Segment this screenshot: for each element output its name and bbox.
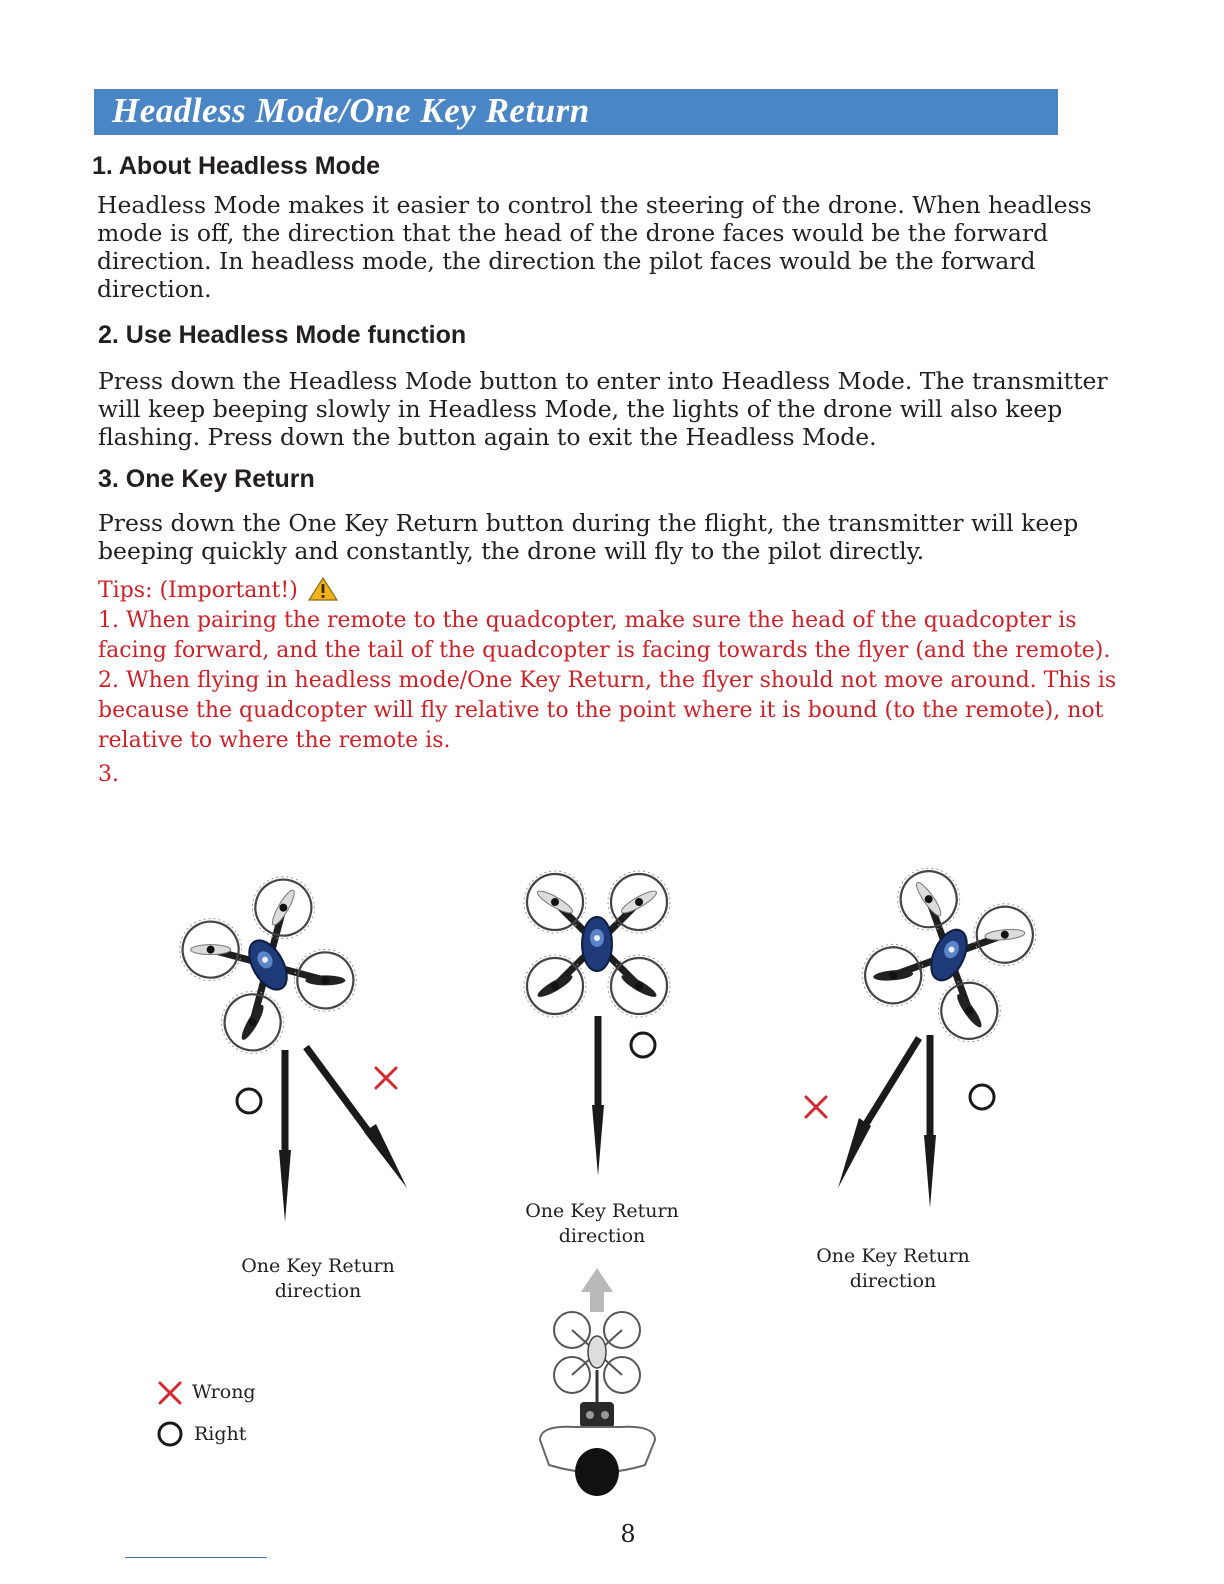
tip-item-2: 2. When flying in headless mode/One Key Return, the flyer should not move around. This is because the quadcopter will fly relative to the point where it is bound (to the remote), not relative to where the remote is.: [98, 668, 1117, 753]
heading-one-key-return: 3. One Key Return: [98, 465, 315, 493]
legend-right-label: Right: [194, 1423, 247, 1445]
right-mark-right: [970, 1085, 994, 1109]
footer-rule: [125, 1557, 267, 1558]
caption-left: [198, 1254, 438, 1304]
tip-item-3: 3.: [98, 762, 119, 787]
right-mark-center: [631, 1033, 655, 1057]
caption-right-line2: direction: [849, 1270, 937, 1292]
quadcopter-right-image: [852, 858, 1046, 1052]
paragraph-one-key-return: Press down the One Key Return button during the flight, the transmitter will keep beeping quickly and constantly, the drone will fly to the pilot directly.: [98, 509, 1079, 565]
caption-center: [482, 1199, 722, 1249]
legend-wrong-label: Wrong: [192, 1381, 256, 1403]
wrong-mark-right: [806, 1097, 826, 1117]
caption-right: [773, 1244, 1013, 1294]
heading-about-headless: 1. About Headless Mode: [92, 152, 381, 180]
arrow-right-wrong: [866, 1038, 919, 1124]
arrowhead-left-wrong: [364, 1124, 407, 1188]
arrowhead-left-correct: [279, 1150, 291, 1222]
pilot-with-remote-image: [540, 1268, 655, 1496]
caption-center-line1: One Key Return: [525, 1200, 679, 1222]
caption-left-line2: direction: [274, 1280, 362, 1302]
arrowhead-center-correct: [592, 1105, 604, 1176]
wrong-mark-left: [376, 1068, 396, 1088]
caption-right-line1: One Key Return: [816, 1245, 970, 1267]
quadcopter-center-image: [524, 871, 670, 1017]
quadcopter-left-image: [168, 865, 367, 1064]
heading-use-headless: 2. Use Headless Mode function: [98, 321, 467, 349]
arrowhead-right-wrong: [838, 1118, 871, 1188]
arrow-left-wrong: [306, 1047, 371, 1135]
tips-title: Tips: (Important!): [98, 578, 298, 603]
caption-left-line1: One Key Return: [241, 1255, 395, 1277]
caption-center-line2: direction: [558, 1225, 646, 1247]
arrowhead-right-correct: [924, 1135, 936, 1208]
banner-title: Headless Mode/One Key Return: [112, 91, 590, 130]
right-mark-left: [237, 1089, 261, 1113]
paragraph-use-headless: Press down the Headless Mode button to enter into Headless Mode. The transmitter will keep beeping slowly in Headless Mode, the lights of the drone will also keep flashing. Press down the button again to exit the Headless Mode.: [98, 367, 1108, 451]
paragraph-about-headless: Headless Mode makes it easier to control the steering of the drone. When headless mode is off, the direction that the head of the drone faces would be the forward direction. In headless mode, the direction the pilot faces would be the forward direction.: [97, 191, 1092, 303]
tip-item-1: 1. When pairing the remote to the quadcopter, make sure the head of the quadcopter is facing forward, and the tail of the quadcopter is facing towards the flyer (and the remote).: [98, 608, 1111, 663]
page-number: 8: [620, 1520, 636, 1548]
